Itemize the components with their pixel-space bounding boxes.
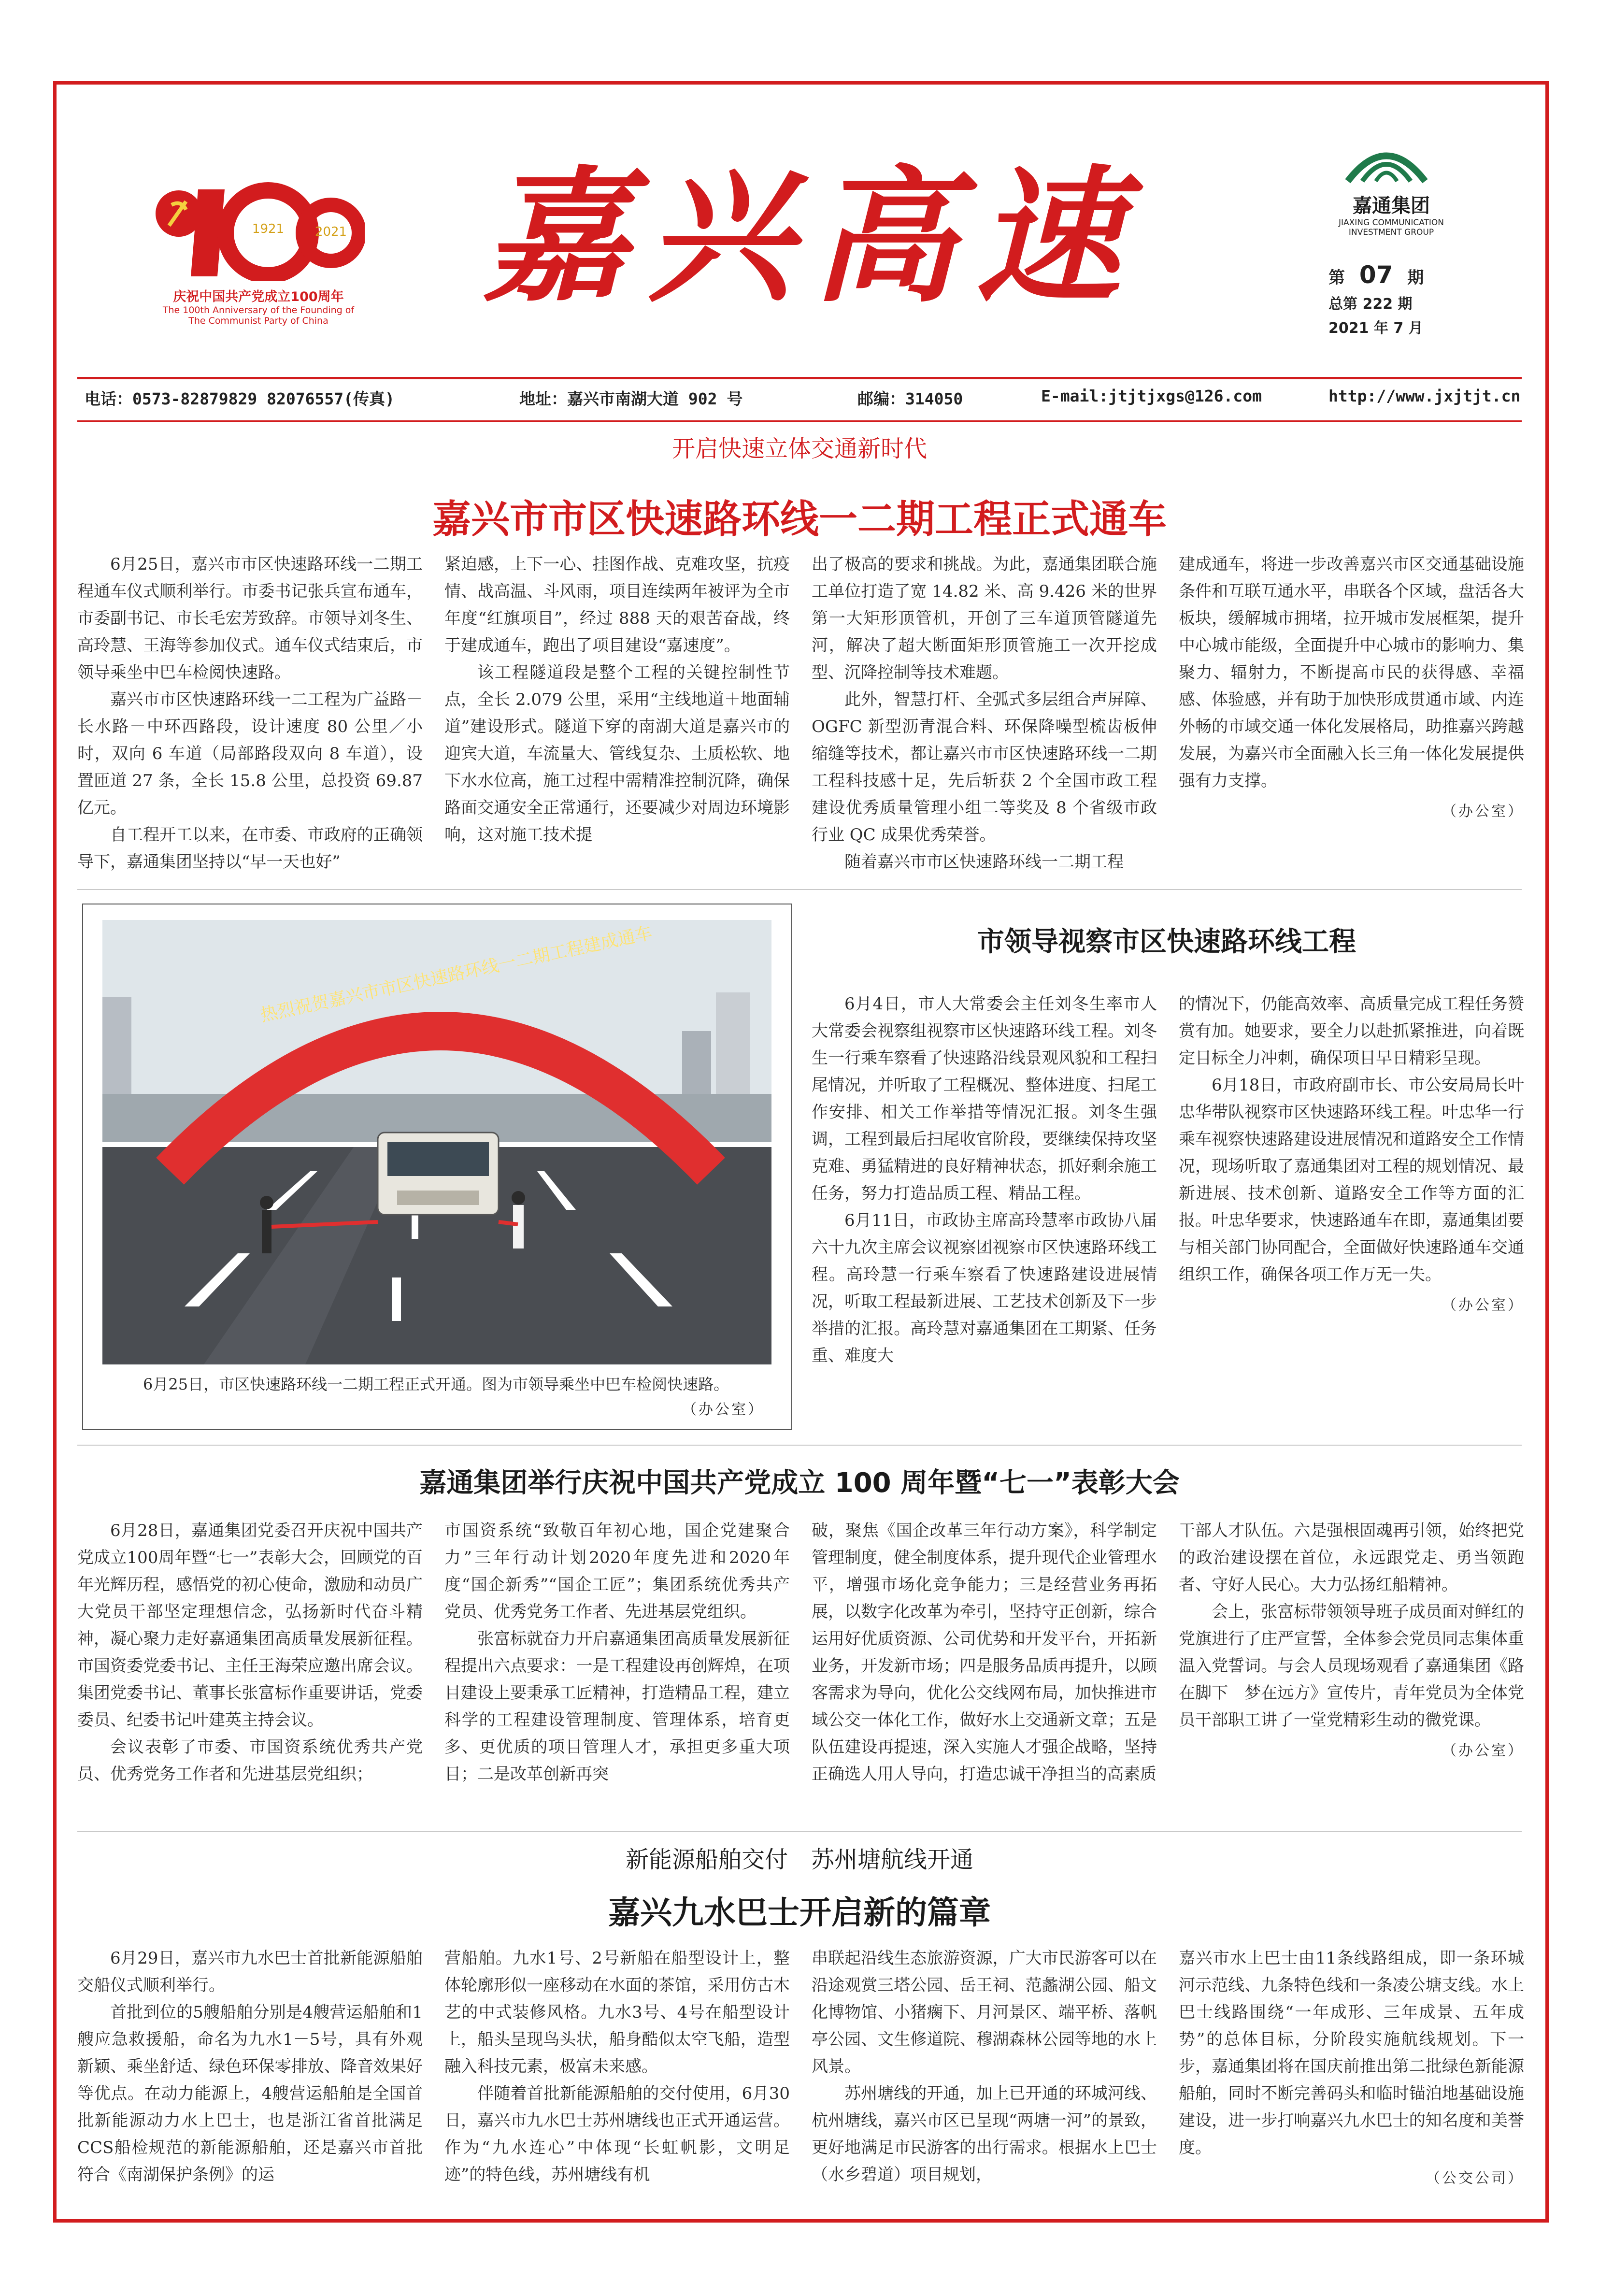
- article1-col-1: [77, 551, 423, 875]
- company-name: 嘉通集团: [1353, 195, 1430, 217]
- article4-col-1: [77, 1945, 423, 2188]
- contact-bar: [85, 387, 1519, 416]
- article4-col-4: [1179, 1945, 1524, 2192]
- article2-col-2: [1179, 990, 1524, 1319]
- photo-arch-text: 热烈祝贺嘉兴市市区快速路环线一二期工程建成通车: [258, 923, 654, 1026]
- photo-caption: 6月25日，市区快速路环线一二期工程正式开通。图为市领导乘坐中巴车检阅快速路。: [143, 1375, 729, 1393]
- article4-credit: （公交公司）: [1426, 2170, 1524, 2187]
- paragraph: 出了极高的要求和挑战。为此，嘉通集团联合施工单位打造了宽 14.82 米、高 9.426 米的世界第一大矩形顶管机，开创了三车道顶管隧道先河，解决了超大断面矩形顶管施工一次开挖成型、沉降控制等技术难题。: [812, 555, 1157, 682]
- issue-number: 07: [1359, 261, 1393, 289]
- paragraph: 的情况下，仍能高效率、高质量完成工程任务赞赏有加。她要求，要全力以赴抓紧推进，向着既定目标全力冲刺，确保项目早日精彩呈现。: [1179, 994, 1524, 1068]
- centennial-logo: [152, 180, 365, 325]
- paragraph: 嘉兴市市区快速路环线一二工程为广益路－长水路－中环西路段，设计速度 80 公里／小时，双向 6 车道（局部路段双向 8 车道），设置匝道 27 条，全长 15.8 公里，总投资 69.87 亿元。: [77, 690, 423, 818]
- paragraph: 建成通车，将进一步改善嘉兴市区交通基础设施条件和互联互通水平，串联各个区域，盘活各大板块，缓解城市拥堵，拉开城市发展框架，提升中心城市能级，全面提升中心城市的影响力、集聚力、辐射力，不断提高市民的获得感、幸福感、体验感，并有助于加快形成贯通市域、内连外畅的市域交通一体化发展格局，助推嘉兴跨越发展，为嘉兴市全面融入长三角一体化发展提供强有力支撑。: [1179, 555, 1524, 790]
- paragraph: 此外，智慧打杆、全弧式多层组合声屏障、OGFC 新型沥青混合料、环保降噪型梳齿板伸缩缝等技术，都让嘉兴市市区快速路环线一二期工程科技感十足，先后斩获 2 个全国市政工程建设优秀质量管理小组二等奖及 8 个省级市政行业 QC 成果优秀荣誉。: [812, 690, 1157, 845]
- paragraph: 6月25日，嘉兴市市区快速路环线一二期工程通车仪式顺利举行。市委书记张兵宣布通车，市委副书记、市长毛宏芳致辞。市领导刘冬生、高玲慧、王海等参加仪式。通车仪式结束后，市领导乘坐中巴车检阅快速路。: [77, 555, 423, 682]
- divider: [77, 1831, 1522, 1832]
- contact-phone: 电话：0573-82879829 82076557(传真): [85, 389, 395, 408]
- paragraph: 营船舶。九水1号、2号新船在船型设计上，整体轮廓形似一座移动在水面的茶馆，采用仿古木艺的中式装修风格。九水3号、4号在船型设计上，船头呈现鸟头状，船身酷似太空飞船，造型融入科技元素，极富未来感。: [444, 1949, 790, 2076]
- issue-block: [1328, 261, 1488, 337]
- article3-credit: （办公室）: [1442, 1742, 1524, 1759]
- centennial-en-1: The 100th Anniversary of the Founding of: [162, 305, 355, 316]
- paragraph: 6月18日，市政府副市长、市公安局局长叶忠华带队视察市区快速路环线工程。叶忠华一行乘车视察快速路建设进展情况和道路安全工作情况，现场听取了嘉通集团对工程的规划情况、最新进展、技术创新、道路安全工作等方面的汇报。叶忠华要求，快速路通车在即，嘉通集团要与相关部门协同配合，全面做好快速路通车交通组织工作，确保各项工作万无一失。: [1179, 1076, 1524, 1284]
- paragraph: 自工程开工以来，在市委、市政府的正确领导下，嘉通集团坚持以“早一天也好”: [77, 825, 423, 872]
- paragraph: 张富标就奋力开启嘉通集团高质量发展新征程提出六点要求：一是工程建设再创辉煌，在项目建设上要秉承工匠精神，打造精品工程，建立科学的工程建设管理制度、管理体系，培育更多、更优质的项目管理人才，承担更多重大项目；二是改革创新再突: [444, 1629, 790, 1784]
- paragraph: 6月11日，市政协主席高玲慧率市政协八届六十九次主席会议视察团视察市区快速路环线工程。高玲慧一行乘车察看了快速路建设进展情况，听取工程最新进展、工艺技术创新及下一步举措的汇报。高玲慧对嘉通集团在工期紧、任务重、难度大: [812, 1211, 1157, 1365]
- photo-credit: （办公室）: [682, 1401, 764, 1418]
- photo-box: [82, 904, 792, 1430]
- article1-title: 嘉兴市市区快速路环线一二期工程正式通车: [432, 497, 1167, 542]
- paragraph: 嘉兴市水上巴士由11条线路组成，即一条环城河示范线、九条特色线和一条凌公塘支线。水上巴士线路围绕“一年成形、三年成景、五年成势”的总体目标，分阶段实施航线规划。下一步，嘉通集团将在国庆前推出第二批绿色新能源船舶，同时不断完善码头和临时锚泊地基础设施建设，进一步打响嘉兴九水巴士的知名度和美誉度。: [1179, 1949, 1524, 2157]
- article4-title: 嘉兴九水巴士开启新的篇章: [608, 1894, 991, 1931]
- paragraph: 干部人才队伍。六是强根固魂再引领，始终把党的政治建设摆在首位，永远跟党走、勇当领跑者、守好人民心。大力弘扬红船精神。: [1179, 1521, 1524, 1594]
- article1-col-4: [1179, 551, 1524, 825]
- paragraph: 随着嘉兴市市区快速路环线一二期工程: [844, 852, 1124, 872]
- article4-kicker: 新能源船舶交付 苏州塘航线开通: [625, 1846, 973, 1873]
- issue-date: 2021 年 7 月: [1328, 320, 1423, 337]
- company-en-1: JIAXING COMMUNICATION: [1338, 218, 1444, 228]
- article1-credit: （办公室）: [1442, 803, 1524, 820]
- article4-col-2: [444, 1945, 790, 2188]
- article2-credit: （办公室）: [1442, 1297, 1524, 1314]
- paragraph: 串联起沿线生态旅游资源，广大市民游客可以在沿途观赏三塔公园、岳王祠、范蠡湖公园、船文化博物馆、小猪瘸下、月河景区、端平桥、落帆亭公园、文生修道院、穆湖森林公园等地的水上风景。: [812, 1949, 1157, 2076]
- paragraph: 伴随着首批新能源船舶的交付使用，6月30日，嘉兴市九水巴士苏州塘线也正式开通运营。作为“九水连心”中体现“长虹帆影，文明足迹”的特色线，苏州塘线有机: [444, 2084, 790, 2184]
- year-right: 2021: [314, 225, 347, 239]
- article1-col-2: [444, 551, 790, 848]
- article4-col-3: [812, 1945, 1157, 2188]
- issue-prefix: 第: [1328, 268, 1345, 287]
- paragraph: 首批到位的5艘船舶分别是4艘营运船舶和1艘应急救援船，命名为九水1－5号，具有外观新颖、乘坐舒适、绿色环保零排放、降音效果好等优点。在动力能源上，4艘营运船舶是全国首批新能源动力水上巴士，也是浙江省首批满足CCS船检规范的新能源船舶，还是嘉兴市首批符合《南湖保护条例》的运: [77, 2003, 423, 2184]
- divider: [77, 889, 1522, 890]
- centennial-en-2: The Communist Party of China: [188, 316, 328, 326]
- total-issue: 总第 222 期: [1328, 296, 1413, 313]
- article3-col-3: [812, 1517, 1157, 1788]
- article3-title: 嘉通集团举行庆祝中国共产党成立 100 周年暨“七一”表彰大会: [419, 1467, 1180, 1499]
- article3-col-4: [1179, 1517, 1524, 1765]
- company-en-2: INVESTMENT GROUP: [1348, 228, 1434, 237]
- road-opening-photo: [102, 920, 771, 1364]
- article2-title: 市领导视察市区快速路环线工程: [977, 926, 1356, 958]
- paragraph: 破，聚焦《国企改革三年行动方案》，科学制定管理制度，健全制度体系，提升现代企业管理水平，增强市场化竞争能力；三是经营业务再拓展，以数字化改革为牵引，坚持守正创新，综合运用好优质资源、公司优势和开发平台，开拓新业务，开发新市场；四是服务品质再提升，以顾客需求为导向，优化公交线网布局，加快推进市域公交一体化工作，做好水上交通新文章；五是队伍建设再提速，深入实施人才强企战略，坚持正确选人用人导向，打造忠诚干净担当的高素质: [812, 1521, 1157, 1784]
- paragraph: 6月29日，嘉兴市九水巴士首批新能源船舶交船仪式顺利举行。: [77, 1949, 423, 1995]
- masthead-rule-bottom: [77, 420, 1522, 422]
- paragraph: 该工程隧道段是整个工程的关键控制性节点，全长 2.079 公里，采用“主线地道＋地面辅道”建设形式。隧道下穿的南湖大道是嘉兴市的迎宾大道，车流量大、管线复杂、土质松软、地下水水位高，施工过程中需精准控制沉降，确保路面交通安全正常通行，还要减少对周边环境影响，这对施工技术提: [444, 663, 790, 845]
- article1-col-3: [812, 551, 1157, 875]
- contact-url[interactable]: http://www.jxjtjt.cn: [1328, 387, 1521, 405]
- paragraph: 市国资系统“致敬百年初心地，国企党建聚合力”三年行动计划2020年度先进和2020年度“国企新秀”“国企工匠”；集团系统优秀共产党员、优秀党务工作者、先进基层党组织。: [444, 1521, 790, 1622]
- centennial-emblem-icon: [152, 180, 365, 281]
- issue-suffix: 期: [1407, 268, 1424, 287]
- year-left: 1921: [252, 222, 285, 236]
- paragraph: 6月4日，市人大常委会主任刘冬生率市人大常委会视察组视察市区快速路环线工程。刘冬生一行乘车察看了快速路沿线景观风貌和工程扫尾情况，并听取了工程概况、整体进度、扫尾工作安排、相关工作举措等情况汇报。刘冬生强调，工程到最后扫尾收官阶段，要继续保持攻坚克难、勇猛精进的良好精神状态，抓好剩余施工任务，努力打造品质工程、精品工程。: [812, 994, 1157, 1203]
- divider: [77, 1445, 1522, 1446]
- paragraph: 苏州塘线的开通，加上已开通的环城河线、杭州塘线，嘉兴市区已呈现“两塘一河”的景致，更好地满足市民游客的出行需求。根据水上巴士（水乡碧道）项目规划，: [812, 2084, 1157, 2184]
- article1-kicker: 开启快速立体交通新时代: [671, 435, 927, 462]
- paragraph: 会上，张富标带领领导班子成员面对鲜红的党旗进行了庄严宣誓，全体参会党员同志集体重温入党誓词。与会人员现场观看了嘉通集团《路在脚下 梦在远方》宣传片，青年党员为全体党员干部职工讲了一堂党精彩生动的微党课。: [1179, 1602, 1524, 1730]
- article3-col-1: [77, 1517, 423, 1788]
- paragraph: 紧迫感，上下一心、挂图作战、克难攻坚，抗疫情、战高温、斗风雨，项目连续两年被评为全市年度“红旗项目”，经过 888 天的艰苦奋战，终于建成通车，跑出了项目建设“嘉速度”。: [444, 555, 790, 655]
- article3-col-2: [444, 1517, 790, 1788]
- centennial-text: 庆祝中国共产党成立100周年: [173, 289, 344, 304]
- paragraph: 6月28日，嘉通集团党委召开庆祝中国共产党成立100周年暨“七一”表彰大会，回顾党的百年光辉历程，感悟党的初心使命，激励和动员广大党员干部坚定理想信念，弘扬新时代奋斗精神，凝心聚力走好嘉通集团高质量发展新征程。市国资委党委书记、主任王海荣应邀出席会议。集团党委书记、董事长张富标作重要讲话，党委委员、纪委书记叶建英主持会议。: [77, 1521, 423, 1730]
- jiatong-logo-icon: [1338, 135, 1435, 188]
- contact-zip: 邮编：314050: [857, 389, 963, 408]
- company-logo: [1314, 135, 1469, 246]
- article2-col-1: [812, 990, 1157, 1369]
- newspaper-title: 嘉兴高速: [483, 151, 1140, 322]
- contact-address: 地址：嘉兴市南湖大道 902 号: [519, 389, 743, 408]
- paragraph: 会议表彰了市委、市国资系统优秀共产党员、优秀党务工作者和先进基层党组织；: [77, 1737, 423, 1784]
- masthead-rule-top: [77, 377, 1522, 379]
- contact-email[interactable]: E-mail:jtjtjxgs@126.com: [1041, 387, 1262, 405]
